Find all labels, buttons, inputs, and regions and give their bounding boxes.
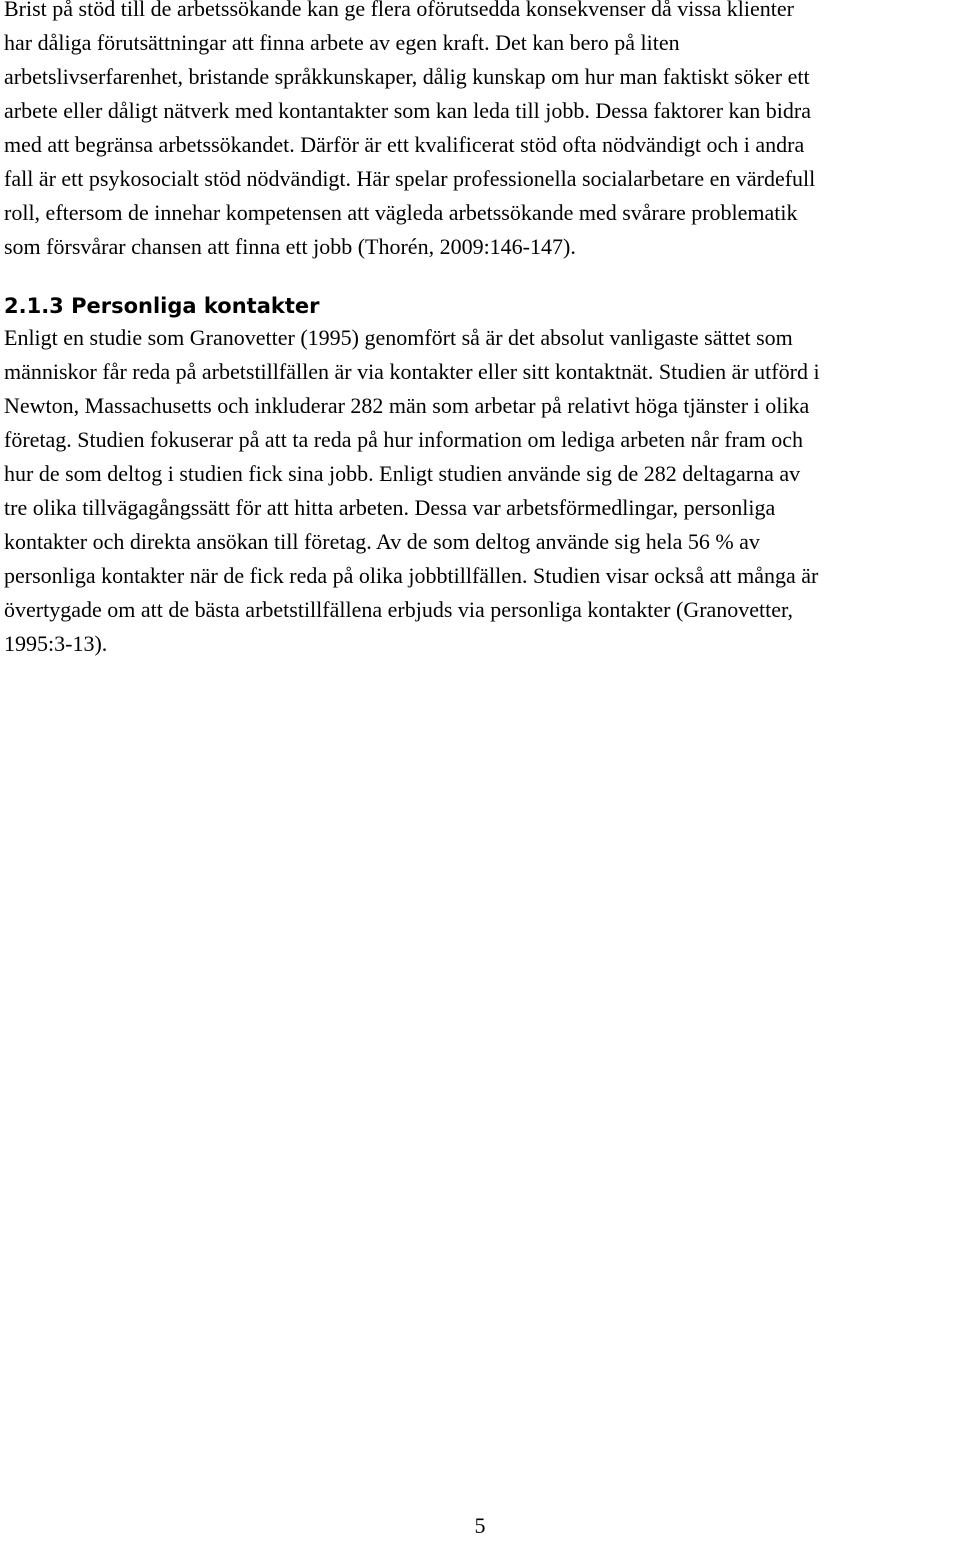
body-paragraph xyxy=(4,0,956,264)
section-heading: 2.1.3 Personliga kontakter xyxy=(4,294,320,318)
text-line: fall är ett psykosocialt stöd nödvändigt. Här spelar professionella socialarbetare en värdefull xyxy=(4,166,816,191)
body-paragraph xyxy=(4,321,956,661)
text-line: arbetslivserfarenhet, bristande språkkunskaper, dålig kunskap om hur man faktiskt söker ett xyxy=(4,64,810,89)
page-number: 5 xyxy=(474,1513,486,1538)
text-line: övertygade om att de bästa arbetstillfällena erbjuds via personliga kontakter (Granovetter, xyxy=(4,597,793,622)
text-line: har dåliga förutsättningar att finna arbete av egen kraft. Det kan bero på liten xyxy=(4,30,680,55)
text-line: Brist på stöd till de arbetssökande kan ge flera oförutsedda konsekvenser då vissa klienter xyxy=(4,0,794,21)
text-line: med att begränsa arbetssökandet. Därför är ett kvalificerat stöd ofta nödvändigt och i andra xyxy=(4,132,805,157)
text-line: människor får reda på arbetstillfällen är via kontakter eller sitt kontaktnät. Studien är utförd i xyxy=(4,359,820,384)
text-line: som försvårar chansen att finna ett jobb (Thorén, 2009:146-147). xyxy=(4,234,576,259)
text-line: företag. Studien fokuserar på att ta reda på hur information om lediga arbeten når fram och xyxy=(4,427,804,452)
text-line: Newton, Massachusetts och inkluderar 282 män som arbetar på relativt höga tjänster i olika xyxy=(4,393,810,418)
text-line: 1995:3-13). xyxy=(4,631,108,656)
text-line: arbete eller dåligt nätverk med kontantakter som kan leda till jobb. Dessa faktorer kan bidra xyxy=(4,98,811,123)
text-line: tre olika tillvägagångssätt för att hitta arbeten. Dessa var arbetsförmedlingar, personliga xyxy=(4,495,776,520)
text-line: hur de som deltog i studien fick sina jobb. Enligt studien använde sig de 282 deltagarna av xyxy=(4,461,801,486)
text-line: personliga kontakter när de fick reda på olika jobbtillfällen. Studien visar också att många är xyxy=(4,563,819,588)
text-line: Enligt en studie som Granovetter (1995) genomfört så är det absolut vanligaste sättet som xyxy=(4,325,793,350)
text-line: roll, eftersom de innehar kompetensen att vägleda arbetssökande med svårare problematik xyxy=(4,200,798,225)
text-line: kontakter och direkta ansökan till företag. Av de som deltog använde sig hela 56 % av xyxy=(4,529,760,554)
